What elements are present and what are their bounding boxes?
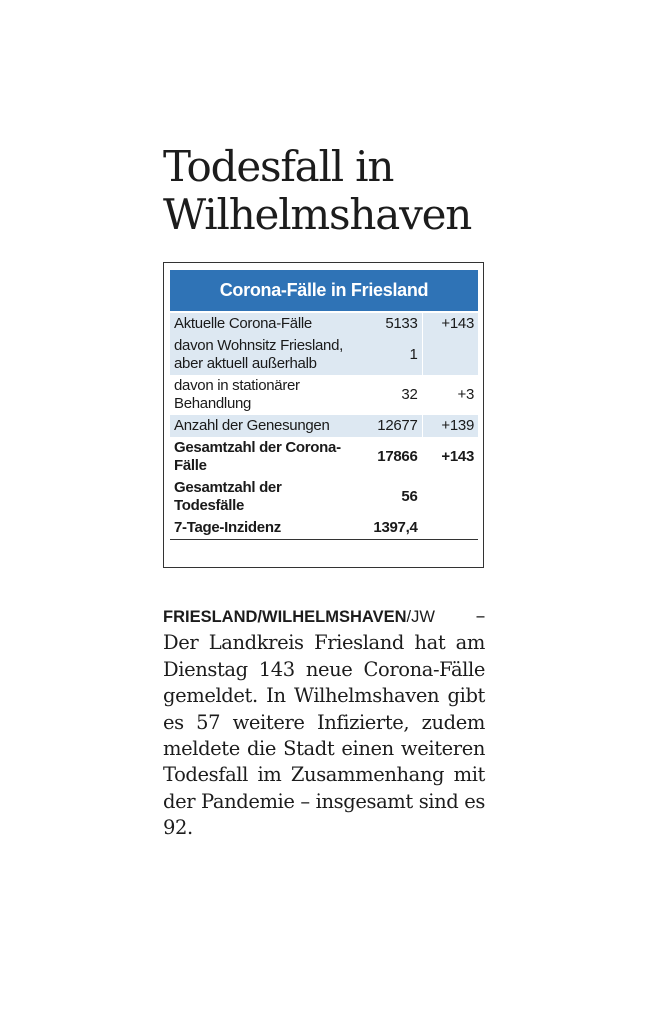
row-value: 5133 xyxy=(358,313,422,335)
row-delta: +3 xyxy=(457,386,474,403)
infobox-corona-cases xyxy=(163,262,484,568)
row-value: 17866 xyxy=(358,437,422,477)
row-label: 7-Tage-Inzidenz xyxy=(170,517,358,540)
row-value: 32 xyxy=(358,375,422,415)
row-label: Anzahl der Genesungen xyxy=(170,415,358,437)
row-delta: +143 xyxy=(422,313,478,335)
row-delta xyxy=(422,517,478,540)
table-row xyxy=(170,415,478,437)
article-body xyxy=(163,603,485,842)
article-dateline: FRIESLAND/WILHELMSHAVEN xyxy=(163,608,407,626)
article-text: – Der Landkreis Friesland hat am Dienstag 143 neue Corona-Fälle gemeldet. In Wilhelmshaven gibt es 57 weitere Infizierte, zudem meldete die Stadt einen weiteren Todesfall im Zusammenhang mit der Pandemie – insgesamt sind es 92. xyxy=(163,604,485,840)
row-label: Aktuelle Corona-Fälle xyxy=(170,313,358,335)
row-label: Gesamtzahl der Corona-Fälle xyxy=(174,439,341,474)
row-value: 12677 xyxy=(358,415,422,437)
table-row xyxy=(170,517,478,540)
table-row xyxy=(170,375,478,415)
infobox-title: Corona-Fälle in Friesland xyxy=(170,270,478,311)
table-row xyxy=(170,335,478,375)
row-value: 1397,4 xyxy=(358,517,422,540)
row-value: 56 xyxy=(358,477,422,517)
row-delta xyxy=(422,477,478,517)
row-delta xyxy=(422,335,478,375)
stats-table xyxy=(170,313,478,540)
article-headline: Todesfall in Wilhelmshaven xyxy=(163,142,472,239)
row-delta: +143 xyxy=(441,448,474,465)
article-author: /JW xyxy=(406,608,435,626)
row-label: Gesamtzahl der Todesfälle xyxy=(174,479,282,514)
table-row xyxy=(170,437,478,477)
row-delta: +139 xyxy=(422,415,478,437)
row-value: 1 xyxy=(358,335,422,375)
row-label: davon Wohnsitz Friesland, aber aktuell außerhalb xyxy=(170,335,358,375)
row-label: davon in stationärer Behandlung xyxy=(174,377,300,412)
table-row xyxy=(170,477,478,517)
table-row xyxy=(170,313,478,335)
